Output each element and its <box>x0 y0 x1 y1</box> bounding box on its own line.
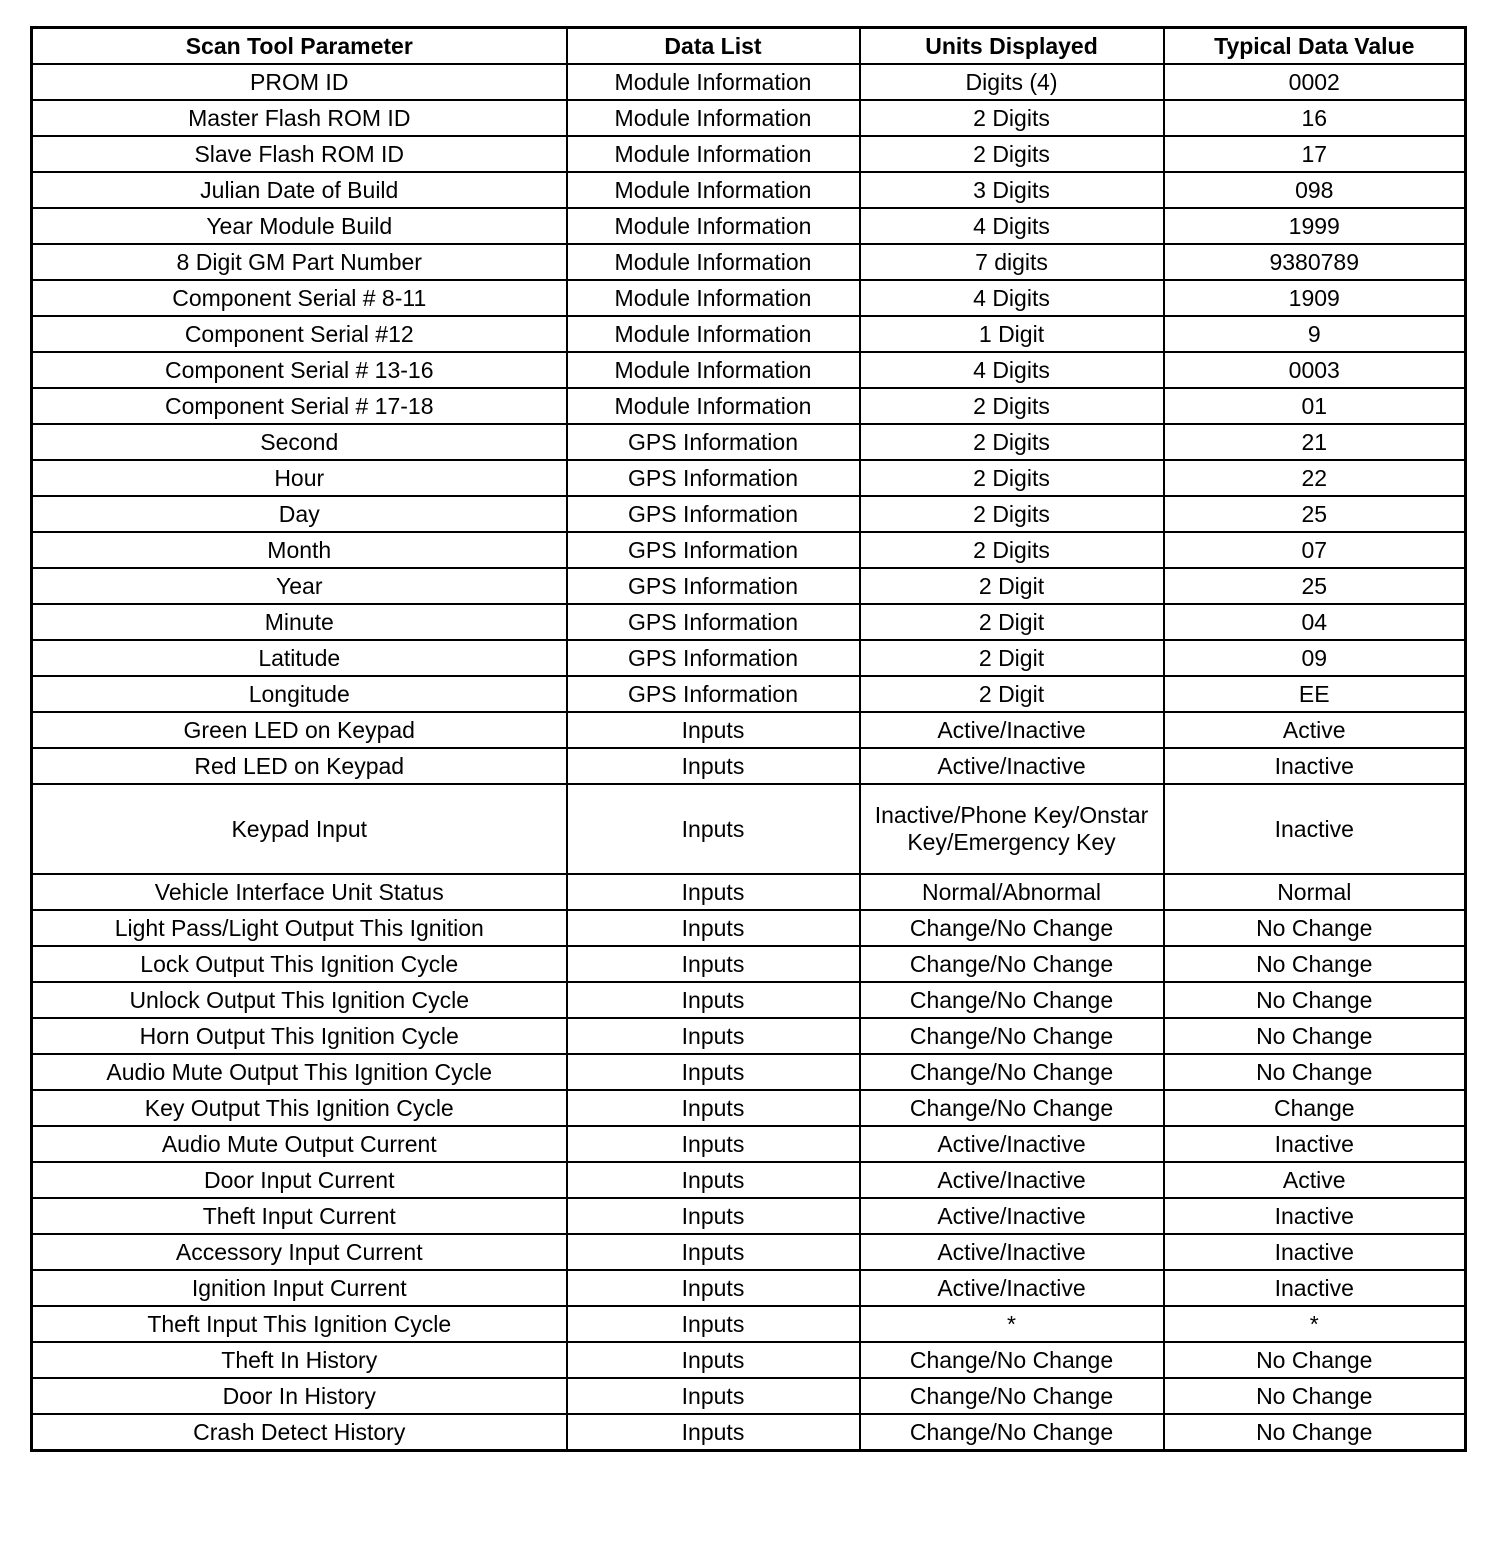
cell-data-list: Module Information <box>567 280 860 316</box>
cell-data-list: Module Information <box>567 352 860 388</box>
cell-typical-data-value: Inactive <box>1164 1198 1466 1234</box>
cell-units-displayed: Change/No Change <box>860 982 1164 1018</box>
cell-data-list: Inputs <box>567 874 860 910</box>
cell-scan-tool-parameter: Component Serial # 8-11 <box>32 280 567 316</box>
cell-data-list: Module Information <box>567 64 860 100</box>
cell-data-list: GPS Information <box>567 496 860 532</box>
cell-typical-data-value: 01 <box>1164 388 1466 424</box>
cell-scan-tool-parameter: Red LED on Keypad <box>32 748 567 784</box>
table-row <box>32 1378 1466 1414</box>
table-row <box>32 424 1466 460</box>
cell-scan-tool-parameter: Audio Mute Output This Ignition Cycle <box>32 1054 567 1090</box>
cell-typical-data-value: Inactive <box>1164 1270 1466 1306</box>
cell-scan-tool-parameter: Longitude <box>32 676 567 712</box>
cell-units-displayed: 2 Digit <box>860 640 1164 676</box>
cell-scan-tool-parameter: Month <box>32 532 567 568</box>
cell-data-list: Inputs <box>567 1054 860 1090</box>
cell-scan-tool-parameter: Door Input Current <box>32 1162 567 1198</box>
cell-units-displayed: Active/Inactive <box>860 1234 1164 1270</box>
cell-data-list: Module Information <box>567 172 860 208</box>
cell-data-list: Module Information <box>567 136 860 172</box>
cell-data-list: Module Information <box>567 316 860 352</box>
cell-scan-tool-parameter: Green LED on Keypad <box>32 712 567 748</box>
cell-data-list: Module Information <box>567 100 860 136</box>
cell-units-displayed: Active/Inactive <box>860 712 1164 748</box>
cell-units-displayed: 2 Digits <box>860 496 1164 532</box>
cell-typical-data-value: 1909 <box>1164 280 1466 316</box>
cell-typical-data-value: * <box>1164 1306 1466 1342</box>
table-row <box>32 496 1466 532</box>
cell-units-displayed: Normal/Abnormal <box>860 874 1164 910</box>
cell-data-list: Inputs <box>567 1090 860 1126</box>
cell-data-list: Inputs <box>567 1378 860 1414</box>
cell-scan-tool-parameter: Accessory Input Current <box>32 1234 567 1270</box>
cell-typical-data-value: 16 <box>1164 100 1466 136</box>
cell-scan-tool-parameter: Component Serial # 17-18 <box>32 388 567 424</box>
table-row <box>32 910 1466 946</box>
cell-data-list: Inputs <box>567 712 860 748</box>
table-row <box>32 244 1466 280</box>
cell-typical-data-value: Change <box>1164 1090 1466 1126</box>
table-row <box>32 1090 1466 1126</box>
cell-scan-tool-parameter: Hour <box>32 460 567 496</box>
cell-scan-tool-parameter: Julian Date of Build <box>32 172 567 208</box>
table-row <box>32 1126 1466 1162</box>
cell-data-list: Inputs <box>567 784 860 874</box>
cell-data-list: Inputs <box>567 1414 860 1451</box>
cell-units-displayed: 2 Digits <box>860 100 1164 136</box>
table-row <box>32 676 1466 712</box>
cell-scan-tool-parameter: Horn Output This Ignition Cycle <box>32 1018 567 1054</box>
cell-scan-tool-parameter: Ignition Input Current <box>32 1270 567 1306</box>
cell-units-displayed: Change/No Change <box>860 946 1164 982</box>
cell-scan-tool-parameter: Key Output This Ignition Cycle <box>32 1090 567 1126</box>
cell-units-displayed: 4 Digits <box>860 208 1164 244</box>
cell-data-list: GPS Information <box>567 640 860 676</box>
table-row <box>32 640 1466 676</box>
table-row <box>32 208 1466 244</box>
table-row <box>32 604 1466 640</box>
table-row <box>32 982 1466 1018</box>
cell-data-list: Inputs <box>567 946 860 982</box>
cell-scan-tool-parameter: Component Serial # 13-16 <box>32 352 567 388</box>
cell-data-list: Inputs <box>567 910 860 946</box>
cell-typical-data-value: 0002 <box>1164 64 1466 100</box>
cell-scan-tool-parameter: Slave Flash ROM ID <box>32 136 567 172</box>
cell-scan-tool-parameter: Door In History <box>32 1378 567 1414</box>
cell-typical-data-value: 0003 <box>1164 352 1466 388</box>
cell-typical-data-value: EE <box>1164 676 1466 712</box>
cell-typical-data-value: 22 <box>1164 460 1466 496</box>
cell-typical-data-value: No Change <box>1164 982 1466 1018</box>
cell-data-list: GPS Information <box>567 676 860 712</box>
cell-scan-tool-parameter: Keypad Input <box>32 784 567 874</box>
cell-scan-tool-parameter: 8 Digit GM Part Number <box>32 244 567 280</box>
cell-typical-data-value: No Change <box>1164 910 1466 946</box>
cell-typical-data-value: No Change <box>1164 946 1466 982</box>
cell-typical-data-value: Inactive <box>1164 784 1466 874</box>
cell-data-list: GPS Information <box>567 424 860 460</box>
cell-data-list: Module Information <box>567 388 860 424</box>
cell-typical-data-value: 25 <box>1164 568 1466 604</box>
table-row <box>32 1054 1466 1090</box>
cell-data-list: GPS Information <box>567 604 860 640</box>
cell-typical-data-value: 9380789 <box>1164 244 1466 280</box>
table-row <box>32 1414 1466 1451</box>
table-row <box>32 280 1466 316</box>
table-header-row <box>32 28 1466 65</box>
table-row <box>32 712 1466 748</box>
table-row <box>32 136 1466 172</box>
table-row <box>32 532 1466 568</box>
cell-units-displayed: Change/No Change <box>860 1414 1164 1451</box>
cell-units-displayed: 3 Digits <box>860 172 1164 208</box>
cell-scan-tool-parameter: Latitude <box>32 640 567 676</box>
table-row <box>32 1342 1466 1378</box>
cell-typical-data-value: 17 <box>1164 136 1466 172</box>
cell-typical-data-value: Inactive <box>1164 1126 1466 1162</box>
cell-typical-data-value: 09 <box>1164 640 1466 676</box>
cell-units-displayed: Change/No Change <box>860 910 1164 946</box>
cell-typical-data-value: 21 <box>1164 424 1466 460</box>
table-row <box>32 748 1466 784</box>
cell-units-displayed: Change/No Change <box>860 1018 1164 1054</box>
table-row <box>32 1306 1466 1342</box>
cell-units-displayed: Change/No Change <box>860 1090 1164 1126</box>
table-row <box>32 1018 1466 1054</box>
cell-scan-tool-parameter: Audio Mute Output Current <box>32 1126 567 1162</box>
cell-data-list: Inputs <box>567 1198 860 1234</box>
table-row <box>32 1162 1466 1198</box>
table-body <box>32 64 1466 1451</box>
cell-units-displayed: Active/Inactive <box>860 748 1164 784</box>
cell-units-displayed: Digits (4) <box>860 64 1164 100</box>
cell-typical-data-value: Active <box>1164 712 1466 748</box>
cell-scan-tool-parameter: Theft Input This Ignition Cycle <box>32 1306 567 1342</box>
cell-data-list: Inputs <box>567 748 860 784</box>
cell-units-displayed: Change/No Change <box>860 1054 1164 1090</box>
table-row <box>32 1270 1466 1306</box>
cell-units-displayed: 2 Digit <box>860 568 1164 604</box>
cell-data-list: Inputs <box>567 1018 860 1054</box>
cell-units-displayed: Change/No Change <box>860 1342 1164 1378</box>
table-row <box>32 388 1466 424</box>
cell-scan-tool-parameter: Master Flash ROM ID <box>32 100 567 136</box>
cell-data-list: Inputs <box>567 1270 860 1306</box>
table-row <box>32 352 1466 388</box>
cell-units-displayed: 2 Digits <box>860 424 1164 460</box>
cell-typical-data-value: Inactive <box>1164 1234 1466 1270</box>
cell-scan-tool-parameter: Theft Input Current <box>32 1198 567 1234</box>
cell-scan-tool-parameter: Light Pass/Light Output This Ignition <box>32 910 567 946</box>
cell-units-displayed: 1 Digit <box>860 316 1164 352</box>
cell-data-list: Module Information <box>567 244 860 280</box>
cell-data-list: Inputs <box>567 982 860 1018</box>
cell-typical-data-value: 1999 <box>1164 208 1466 244</box>
header-data-list: Data List <box>567 28 860 65</box>
cell-scan-tool-parameter: Year Module Build <box>32 208 567 244</box>
table-row <box>32 460 1466 496</box>
header-scan-tool-parameter: Scan Tool Parameter <box>32 28 567 65</box>
cell-units-displayed: 2 Digits <box>860 388 1164 424</box>
cell-data-list: Inputs <box>567 1126 860 1162</box>
cell-data-list: Inputs <box>567 1234 860 1270</box>
cell-units-displayed: 2 Digits <box>860 136 1164 172</box>
cell-units-displayed: 4 Digits <box>860 352 1164 388</box>
cell-typical-data-value: Inactive <box>1164 748 1466 784</box>
cell-data-list: Inputs <box>567 1306 860 1342</box>
cell-typical-data-value: 9 <box>1164 316 1466 352</box>
cell-scan-tool-parameter: Component Serial #12 <box>32 316 567 352</box>
cell-units-displayed: Inactive/Phone Key/Onstar Key/Emergency Key <box>860 784 1164 874</box>
cell-scan-tool-parameter: Lock Output This Ignition Cycle <box>32 946 567 982</box>
table-row <box>32 172 1466 208</box>
cell-typical-data-value: No Change <box>1164 1054 1466 1090</box>
cell-data-list: GPS Information <box>567 532 860 568</box>
cell-scan-tool-parameter: Day <box>32 496 567 532</box>
scan-tool-data-table <box>30 26 1467 1452</box>
cell-units-displayed: 2 Digits <box>860 460 1164 496</box>
cell-units-displayed: Change/No Change <box>860 1378 1164 1414</box>
cell-data-list: Module Information <box>567 208 860 244</box>
cell-typical-data-value: No Change <box>1164 1342 1466 1378</box>
cell-typical-data-value: No Change <box>1164 1378 1466 1414</box>
cell-units-displayed: * <box>860 1306 1164 1342</box>
header-units-displayed: Units Displayed <box>860 28 1164 65</box>
cell-scan-tool-parameter: PROM ID <box>32 64 567 100</box>
cell-data-list: Inputs <box>567 1162 860 1198</box>
table-row <box>32 874 1466 910</box>
cell-typical-data-value: Active <box>1164 1162 1466 1198</box>
cell-typical-data-value: 07 <box>1164 532 1466 568</box>
cell-units-displayed: 4 Digits <box>860 280 1164 316</box>
cell-typical-data-value: Normal <box>1164 874 1466 910</box>
cell-units-displayed: Active/Inactive <box>860 1126 1164 1162</box>
table-row <box>32 568 1466 604</box>
cell-units-displayed: Active/Inactive <box>860 1270 1164 1306</box>
table-row <box>32 316 1466 352</box>
cell-scan-tool-parameter: Minute <box>32 604 567 640</box>
cell-units-displayed: Active/Inactive <box>860 1198 1164 1234</box>
cell-scan-tool-parameter: Year <box>32 568 567 604</box>
cell-scan-tool-parameter: Vehicle Interface Unit Status <box>32 874 567 910</box>
cell-scan-tool-parameter: Crash Detect History <box>32 1414 567 1451</box>
cell-data-list: GPS Information <box>567 460 860 496</box>
cell-units-displayed: 2 Digits <box>860 532 1164 568</box>
cell-units-displayed: 7 digits <box>860 244 1164 280</box>
cell-scan-tool-parameter: Unlock Output This Ignition Cycle <box>32 982 567 1018</box>
table-row <box>32 1198 1466 1234</box>
cell-data-list: GPS Information <box>567 568 860 604</box>
cell-data-list: Inputs <box>567 1342 860 1378</box>
cell-typical-data-value: No Change <box>1164 1018 1466 1054</box>
table-row <box>32 64 1466 100</box>
table-row <box>32 784 1466 874</box>
cell-scan-tool-parameter: Second <box>32 424 567 460</box>
header-typical-data-value: Typical Data Value <box>1164 28 1466 65</box>
table-row <box>32 1234 1466 1270</box>
cell-units-displayed: 2 Digit <box>860 676 1164 712</box>
cell-typical-data-value: 04 <box>1164 604 1466 640</box>
table-row <box>32 946 1466 982</box>
scan-tool-parameter-sheet <box>30 26 1464 1452</box>
table-row <box>32 100 1466 136</box>
cell-scan-tool-parameter: Theft In History <box>32 1342 567 1378</box>
cell-typical-data-value: 25 <box>1164 496 1466 532</box>
cell-typical-data-value: 098 <box>1164 172 1466 208</box>
cell-units-displayed: 2 Digit <box>860 604 1164 640</box>
cell-units-displayed: Active/Inactive <box>860 1162 1164 1198</box>
cell-typical-data-value: No Change <box>1164 1414 1466 1451</box>
